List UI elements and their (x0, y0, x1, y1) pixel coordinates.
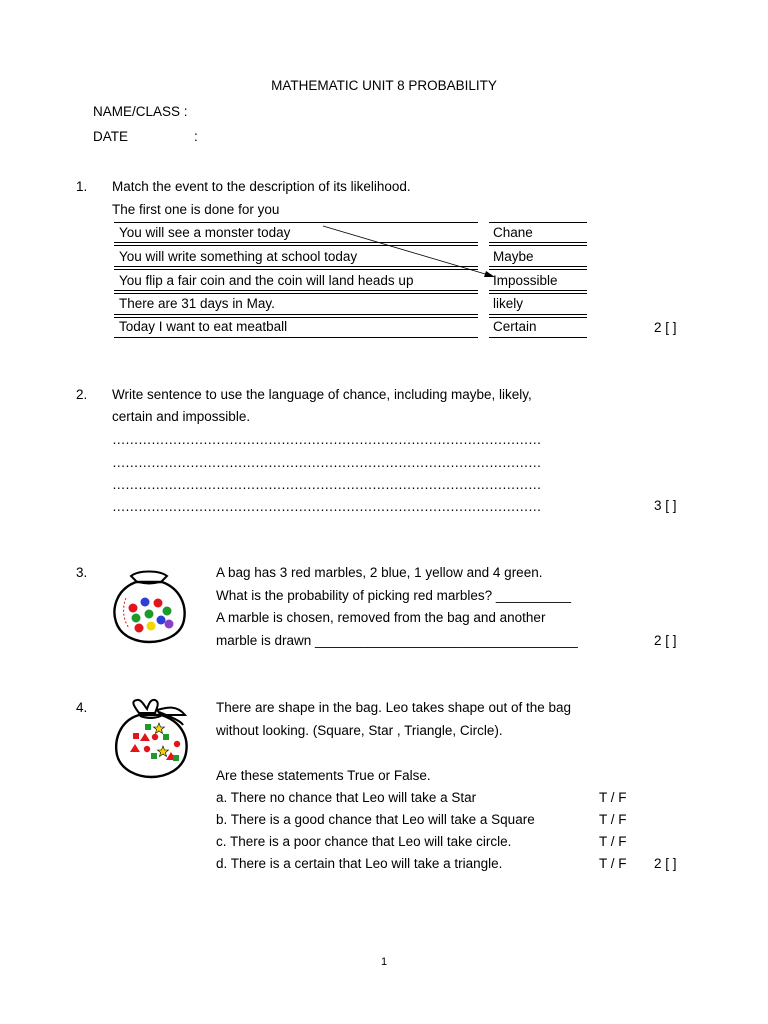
q2-marks: 3 [ ] (654, 498, 677, 513)
page-title: MATHEMATIC UNIT 8 PROBABILITY (271, 78, 497, 93)
q1-description: Maybe (493, 249, 534, 264)
q3-text: marble is drawn ___________________________________ (216, 633, 578, 648)
example-match-arrow (320, 222, 500, 284)
q1-rule (489, 242, 587, 243)
q3-text: A bag has 3 red marbles, 2 blue, 1 yellow and 4 green. (216, 565, 543, 580)
date-label: DATE (93, 129, 129, 144)
q4-text: There are shape in the bag. Leo takes shape out of the bag (216, 700, 572, 715)
q1-event: There are 31 days in May. (119, 296, 275, 311)
q4-true-false[interactable]: T / F (599, 834, 627, 849)
q2-answer-line[interactable]: ……………………………………………………………………………………… (112, 455, 541, 470)
q1-description: Chane (493, 225, 533, 240)
q2-answer-line[interactable]: ……………………………………………………………………………………… (112, 477, 541, 492)
q4-true-false[interactable]: T / F (599, 790, 627, 805)
q4-true-false[interactable]: T / F (599, 856, 627, 871)
date-colon: : (194, 129, 198, 144)
name-class-label: NAME/CLASS : (93, 104, 188, 119)
q1-instruction: Match the event to the description of its likelihood. (112, 179, 411, 194)
q4-marks: 2 [ ] (654, 856, 677, 871)
q2-instruction-2: certain and impossible. (112, 409, 251, 424)
q1-rule (489, 290, 587, 291)
marble-bag-icon (109, 566, 189, 644)
q4-statement: a. There no chance that Leo will take a Star (216, 790, 477, 805)
q3-number: 3. (76, 565, 88, 580)
q1-rule (114, 314, 478, 315)
q2-instruction: Write sentence to use the language of chance, including maybe, likely, (112, 387, 532, 402)
q1-rule (489, 317, 587, 318)
q1-rule (114, 293, 478, 294)
q4-true-false[interactable]: T / F (599, 812, 627, 827)
q3-text: What is the probability of picking red marbles? __________ (216, 588, 571, 603)
q1-rule (114, 317, 478, 318)
q4-statement: d. There is a certain that Leo will take a triangle. (216, 856, 503, 871)
q1-rule (489, 266, 587, 267)
q2-answer-line[interactable]: ……………………………………………………………………………………… (112, 432, 541, 447)
q1-rule (489, 314, 587, 315)
page-number: 1 (380, 956, 388, 968)
q4-statement: b. There is a good chance that Leo will take a Square (216, 812, 535, 827)
q1-rule (114, 337, 478, 338)
q1-instruction-2: The first one is done for you (112, 202, 280, 217)
q4-text: Are these statements True or False. (216, 768, 431, 783)
q1-description: Impossible (493, 273, 558, 288)
shape-bag-icon (111, 697, 191, 779)
q1-rule (489, 245, 587, 246)
q1-event: You flip a fair coin and the coin will land heads up (119, 273, 414, 288)
q4-number: 4. (76, 700, 88, 715)
q4-text: without looking. (Square, Star , Triangle, Circle). (216, 723, 503, 738)
q2-answer-line[interactable]: ……………………………………………………………………………………… (112, 499, 541, 514)
q1-description: likely (493, 296, 524, 311)
q3-text: A marble is chosen, removed from the bag and another (216, 610, 546, 625)
q1-rule (489, 293, 587, 294)
q1-number: 1. (76, 179, 88, 194)
q1-event: You will write something at school today (119, 249, 358, 264)
q2-number: 2. (76, 387, 88, 402)
q4-statement: c. There is a poor chance that Leo will take circle. (216, 834, 512, 849)
q1-rule (489, 269, 587, 270)
q1-event: You will see a monster today (119, 225, 291, 240)
q1-description: Certain (493, 319, 537, 334)
q1-rule (114, 290, 478, 291)
q1-rule (489, 337, 587, 338)
q1-rule (489, 222, 587, 223)
q3-marks: 2 [ ] (654, 633, 677, 648)
q1-marks: 2 [ ] (654, 320, 677, 335)
q1-event: Today I want to eat meatball (119, 319, 288, 334)
